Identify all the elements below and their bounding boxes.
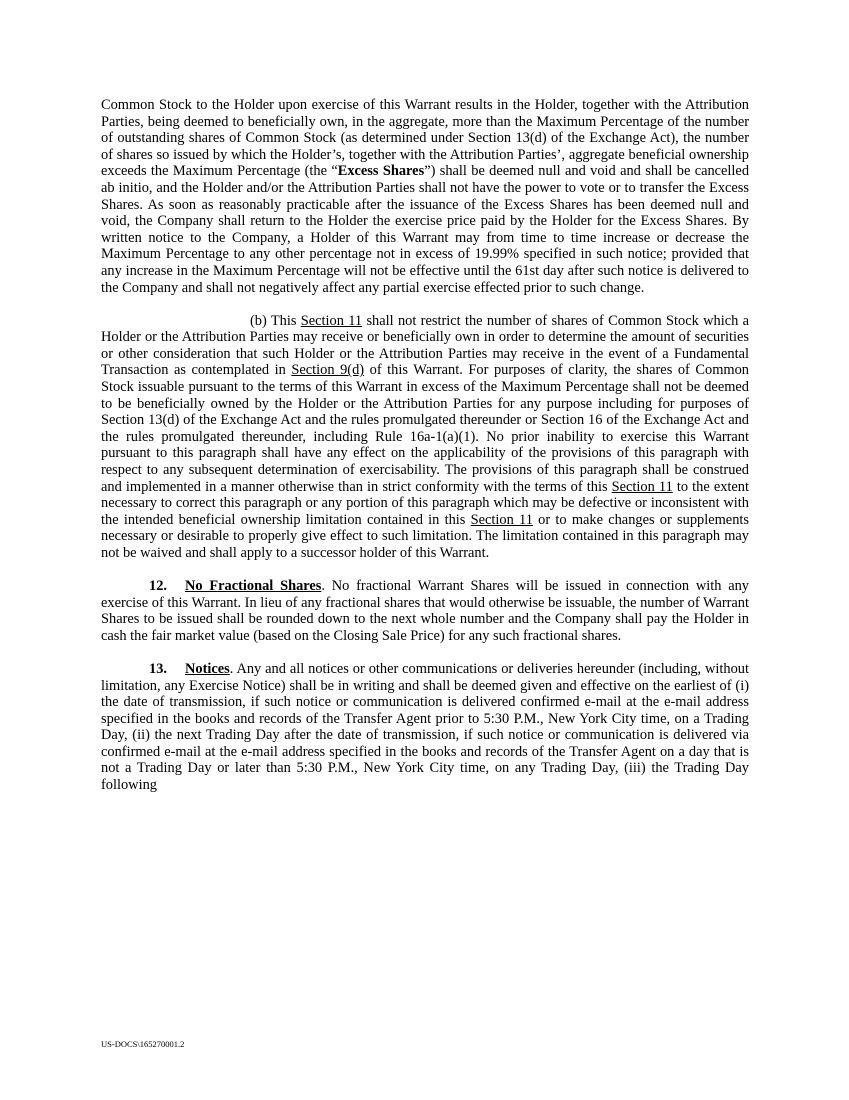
paragraph-excess-shares xyxy=(101,97,749,296)
section-reference: Section 11 xyxy=(300,312,363,329)
section-text: . No fractional Warrant Shares will be issued in connection with any exercise of this Warrant. In lieu of any fractional shares that would otherwise be issuable, the number of Warrant Shares to be issued shall be rounded down to the next whole number and the Company shall pay the Holder in cash the fair market value (based on the Closing Sale Price) for any such fractional shares. xyxy=(101,578,749,644)
section-reference: Section 9(d) xyxy=(291,362,365,379)
section-heading: Notices xyxy=(185,660,230,677)
section-heading: No Fractional Shares xyxy=(185,578,322,595)
paragraph-text: (b) This xyxy=(250,312,301,329)
paragraph-11b xyxy=(101,313,749,562)
document-page xyxy=(101,97,749,794)
paragraph-text: ”) shall be deemed null and void and shall be cancelled ab initio, and the Holder and/or the Attribution Parties shall not have the power to vote or to transfer the Excess Shares. As soon as reasonably practicable after the issuance of the Excess Shares has been deemed null and void, the Company shall return to the Holder the exercise price paid by the Holder for the Excess Shares. By written notice to the Company, a Holder of this Warrant may from time to time increase or decrease the Maximum Percentage to any other percentage not in excess of 19.99% specified in such notice; provided that any increase in the Maximum Percentage will not be effective until the 61st day after such notice is delivered to the Company and shall not negatively affect any partial exercise effected prior to such change. xyxy=(101,163,750,296)
section-reference: Section 11 xyxy=(611,478,673,495)
section-12 xyxy=(101,578,749,644)
section-reference: Section 11 xyxy=(470,511,533,528)
paragraph-text: or to make changes or supplements necessary or desirable to properly give effect to such limitation. The limitation contained in this paragraph may not be waived and shall apply to a successor holder of this Warrant. xyxy=(101,511,749,561)
paragraph-text: to the extent necessary to correct this paragraph or any portion of this paragraph which may be defective or inconsistent with the intended beneficial ownership limitation contained in this xyxy=(101,478,749,528)
section-text: . Any and all notices or other communications or deliveries hereunder (including, without limitation, any Exercise Notice) shall be in writing and shall be deemed given and effective on the earliest of (i) the date of transmission, if such notice or communication is delivered confirmed e-mail at the e-mail address specified in the books and records of the Transfer Agent prior to 5:30 P.M., New York City time, on a Trading Day, (ii) the next Trading Day after the date of transmission, if such notice or communication is delivered via confirmed e-mail at the e-mail address specified in the books and records of the Transfer Agent on a day that is not a Trading Day or later than 5:30 P.M., New York City time, on any Trading Day, (iii) the Trading Day following xyxy=(101,660,749,794)
section-number: 12. xyxy=(149,578,167,595)
paragraph-text: shall not restrict the number of shares of Common Stock which a Holder or the Attribution Parties may receive or beneficially own in order to determine the amount of securities or other consideration that such Holder or the Attribution Parties may receive in the event of a Fundamental Transaction as contemplated in xyxy=(101,312,749,379)
defined-term-excess-shares: Excess Shares xyxy=(337,163,425,180)
paragraph-text: of this Warrant. For purposes of clarity, the shares of Common Stock issuable pursuant to the terms of this Warrant in excess of the Maximum Percentage shall not be deemed to be beneficially owned by the Holder or the Attribution Parties for any purpose including for purposes of Section 13(d) of the Exchange Act and the rules promulgated thereunder or Section 16 of the Exchange Act and the rules promulgated thereunder, including Rule 16a-1(a)(1). No prior inability to exercise this Warrant pursuant to this paragraph shall have any effect on the applicability of the provisions of this paragraph with respect to any subsequent determination of exercisability. The provisions of this paragraph shall be construed and implemented in a manner otherwise than in strict conformity with the terms of this xyxy=(101,362,749,495)
paragraph-text: Common Stock to the Holder upon exercise of this Warrant results in the Holder, together with the Attribution Parties, being deemed to beneficially own, in the aggregate, more than the Maximum Percentage of the number of outstanding shares of Common Stock (as determined under Section 13(d) of the Exchange Act), the number of shares so issued by which the Holder’s, together with the Attribution Parties’, aggregate beneficial ownership exceeds the Maximum Percentage (the “ xyxy=(101,97,749,180)
section-13 xyxy=(101,661,749,794)
section-number: 13. xyxy=(149,660,167,677)
document-footer-id: US-DOCS\165270001.2 xyxy=(101,1039,185,1049)
